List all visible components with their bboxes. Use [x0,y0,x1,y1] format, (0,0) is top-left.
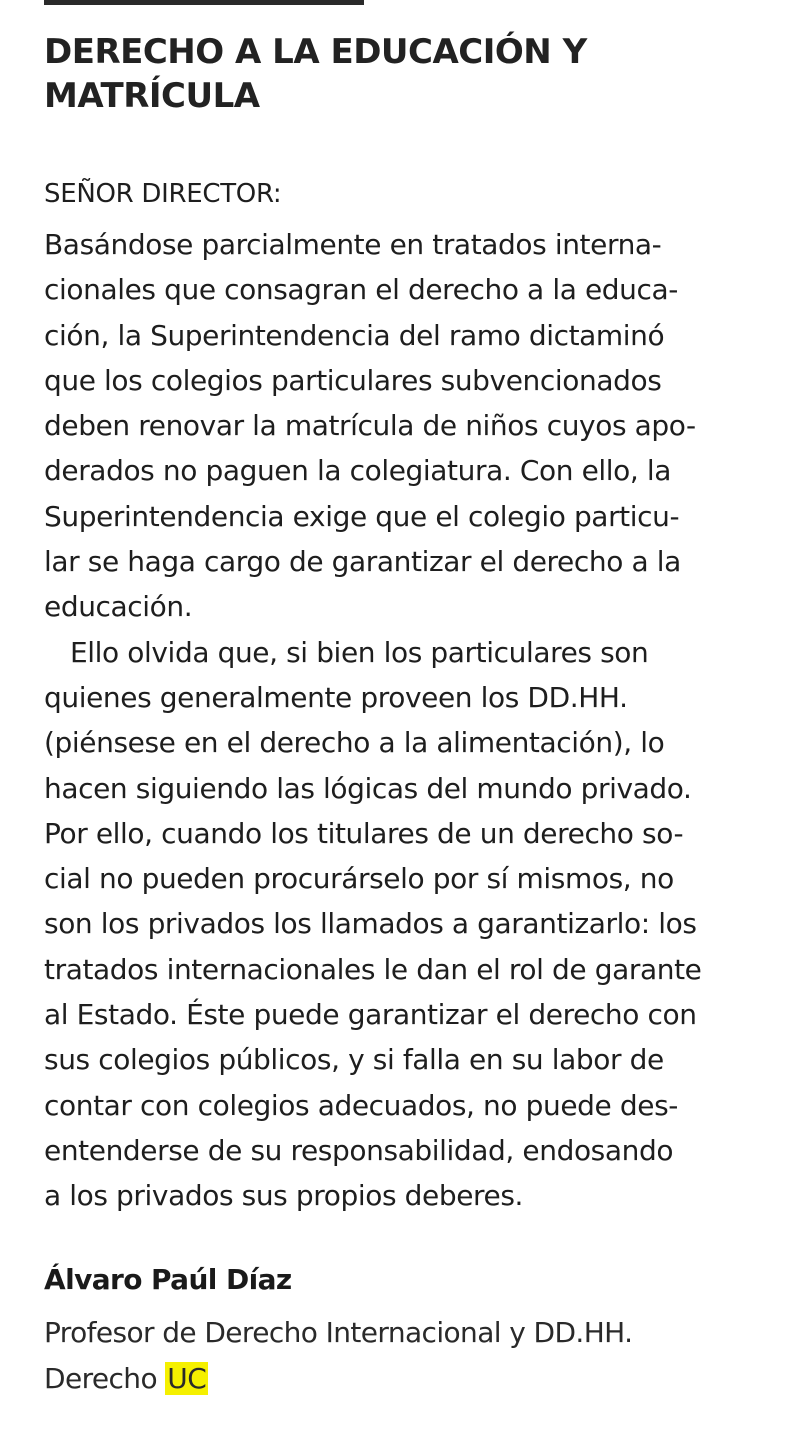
letter-body [44,222,786,1219]
paragraph-2-line: a los privados sus propios deberes. [44,1179,524,1213]
paragraph-1-line: cionales que consagran el derecho a la educa- [44,273,678,307]
author-title: Profesor de Derecho Internacional y DD.HH. [44,1316,633,1349]
headline [44,30,784,118]
paragraph-2-line: cial no pueden procurárselo por sí mismos, no [44,862,674,896]
paragraph-2-line: (piénsese en el derecho a la alimentación), lo [44,726,665,760]
headline-line-1: DERECHO A LA EDUCACIÓN Y [44,32,587,72]
paragraph-1-line: deben renovar la matrícula de niños cuyos apo- [44,409,696,443]
paragraph-2-line: Ello olvida que, si bien los particulares son [70,635,649,669]
paragraph-2-line: son los privados los llamados a garantizarlo: los [44,907,697,941]
paragraph-2 [44,630,786,1219]
highlighted-text: UC [167,1362,207,1395]
author-affiliation [44,1310,632,1402]
paragraph-1-line: Superintendencia exige que el colegio particu- [44,499,680,533]
paragraph-2-line: contar con colegios adecuados, no puede des- [44,1088,678,1122]
paragraph-1-line: ción, la Superintendencia del ramo dictaminó [44,318,665,352]
paragraph-1 [44,222,786,630]
paragraph-2-line: hacen siguiendo las lógicas del mundo privado. [44,771,692,805]
paragraph-2-line: sus colegios públicos, y si falla en su labor de [44,1043,664,1077]
salutation: SEÑOR DIRECTOR: [44,179,282,209]
headline-line-2: MATRÍCULA [44,76,260,116]
paragraph-2-line: Por ello, cuando los titulares de un derecho so- [44,816,684,850]
paragraph-2-line: entenderse de su responsabilidad, endosando [44,1133,674,1167]
author-department-prefix: Derecho [44,1362,157,1395]
paragraph-1-line: que los colegios particulares subvencionados [44,363,662,397]
paragraph-1-line: Basándose parcialmente en tratados interna- [44,228,662,261]
author-department [44,1356,632,1402]
top-rule-divider [44,0,364,5]
paragraph-2-line: tratados internacionales le dan el rol de garante [44,952,702,986]
paragraph-1-line: lar se haga cargo de garantizar el derecho a la [44,545,681,579]
paragraph-1-line: educación. [44,590,193,624]
paragraph-2-line: quienes generalmente proveen los DD.HH. [44,680,628,714]
paragraph-1-line: derados no paguen la colegiatura. Con ello, la [44,454,672,488]
author-name: Álvaro Paúl Díaz [44,1263,292,1296]
paragraph-2-line: al Estado. Éste puede garantizar el derecho con [44,998,697,1032]
